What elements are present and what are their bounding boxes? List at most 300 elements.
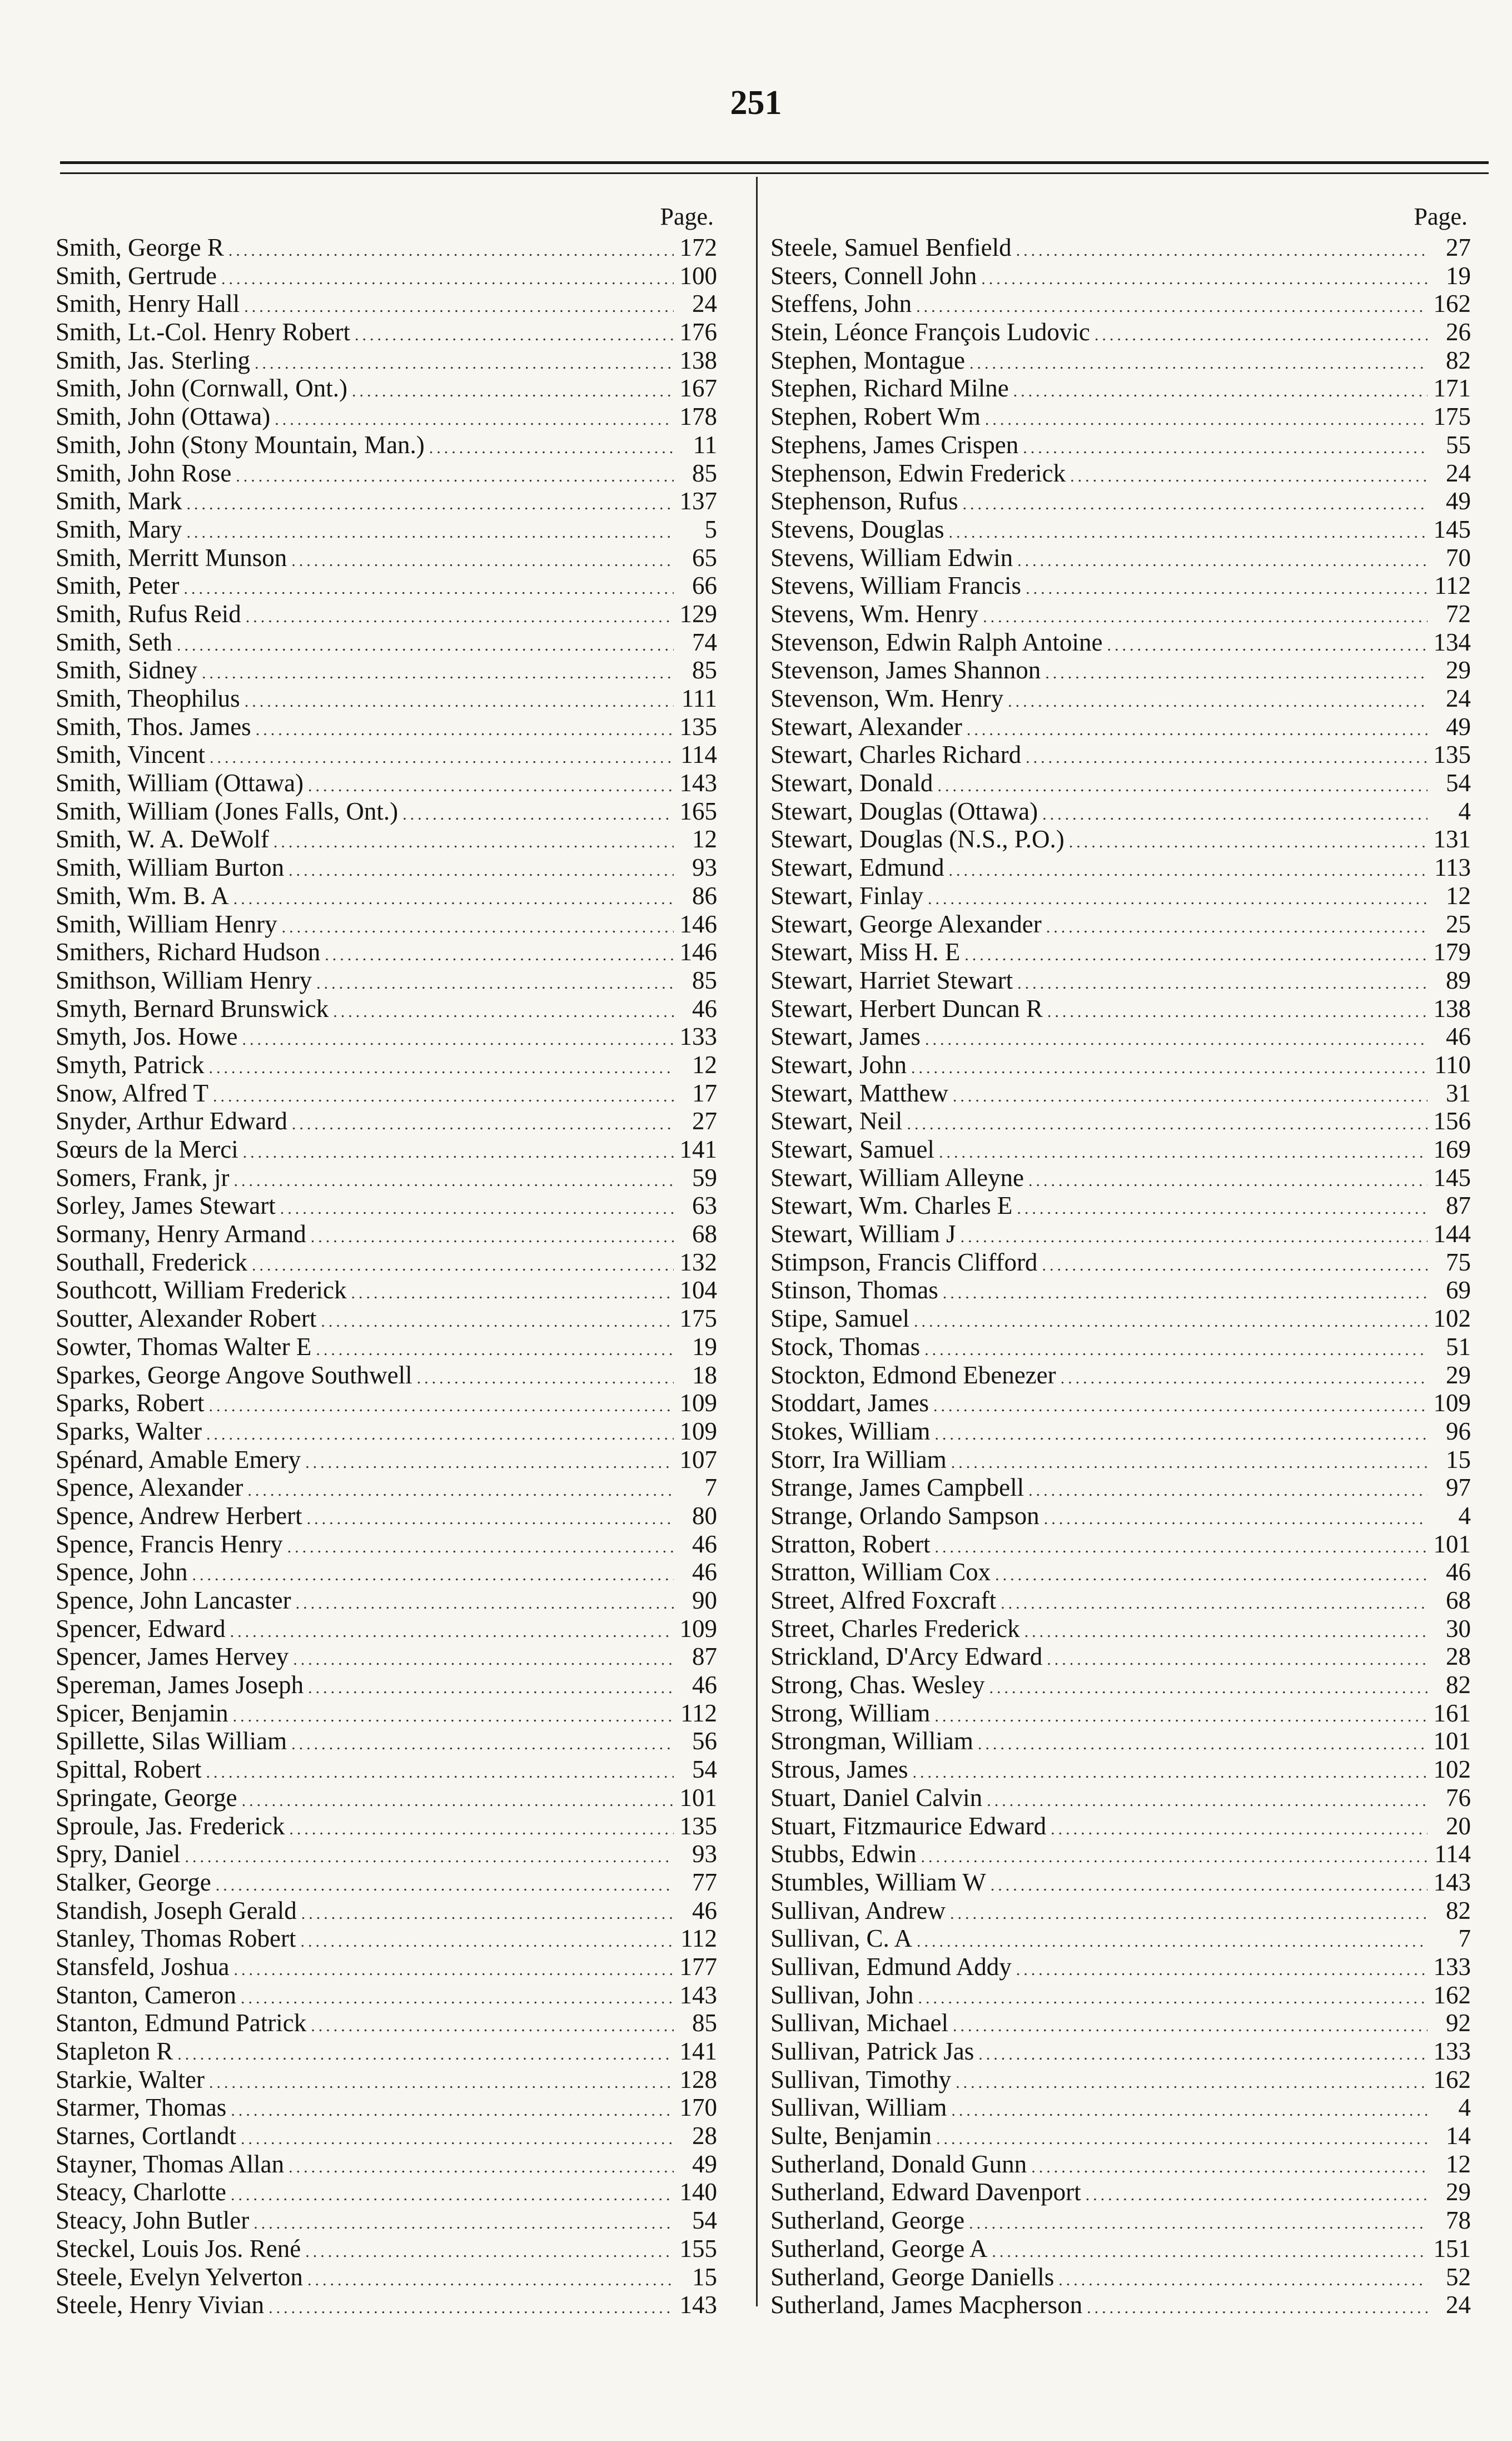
entry-page-number: 25	[1446, 910, 1471, 938]
entry-name: Stevens, Douglas	[770, 515, 944, 543]
entry-page-number: 178	[679, 403, 717, 431]
index-entry	[56, 854, 717, 882]
entry-page-number: 109	[679, 1389, 717, 1417]
entry-page-number: 138	[679, 346, 717, 374]
index-entry	[770, 262, 1471, 290]
index-entry	[770, 910, 1471, 939]
index-entry	[56, 1333, 717, 1361]
entry-page-number: 138	[1433, 994, 1471, 1023]
entry-page-number: 56	[692, 1727, 717, 1755]
entry-page-number: 92	[1446, 2009, 1471, 2037]
entry-name: Stimpson, Francis Clifford	[770, 1248, 1038, 1276]
index-entry	[56, 262, 717, 290]
entry-name: Smith, Seth	[56, 628, 173, 656]
entry-page-number: 7	[704, 1473, 717, 1502]
dot-leader	[247, 1477, 674, 1505]
page-number: 251	[730, 84, 782, 122]
entry-name: Smyth, Jos. Howe	[56, 1023, 238, 1051]
entry-name: Strongman, William	[770, 1727, 973, 1755]
entry-page-number: 141	[679, 1135, 717, 1163]
dot-leader	[1058, 2266, 1428, 2295]
dot-leader	[1047, 1646, 1428, 1674]
entry-name: Sparkes, George Angove Southwell	[56, 1361, 412, 1389]
index-entry	[770, 487, 1471, 515]
entry-page-number: 7	[1458, 1924, 1471, 1953]
entry-page-number: 101	[1433, 1530, 1471, 1558]
dot-leader	[213, 1083, 674, 1111]
dot-leader	[300, 1928, 674, 1956]
entry-name: Smith, Gertrude	[56, 261, 217, 290]
index-entry	[56, 318, 717, 346]
entry-name: Stewart, Miss H. E	[770, 938, 961, 966]
dot-leader	[275, 406, 674, 434]
index-entry	[56, 403, 717, 431]
dot-leader	[991, 1872, 1428, 1900]
entry-page-number: 49	[692, 2150, 717, 2178]
entry-page-number: 177	[679, 1952, 717, 1981]
index-entry	[56, 966, 717, 995]
entry-name: Stuart, Fitzmaurice Edward	[770, 1812, 1047, 1840]
index-entry	[56, 1558, 717, 1586]
index-entry	[770, 854, 1471, 882]
entry-page-number: 107	[679, 1445, 717, 1473]
entry-name: Steele, Samuel Benfield	[770, 234, 1012, 261]
column-divider	[756, 177, 758, 2306]
entry-name: Stalker, George	[56, 1868, 211, 1896]
dot-leader	[273, 828, 674, 857]
dot-leader	[333, 998, 674, 1026]
entry-name: Stumbles, William W	[770, 1868, 986, 1896]
dot-leader	[316, 970, 674, 998]
index-entry	[770, 431, 1471, 459]
index-entry	[56, 1671, 717, 1699]
entry-page-number: 46	[692, 1671, 717, 1699]
entry-page-number: 68	[692, 1220, 717, 1248]
index-entry	[770, 2066, 1471, 2094]
entry-name: Stephen, Robert Wm	[770, 403, 981, 431]
entry-name: Smithson, William Henry	[56, 966, 312, 994]
dot-leader	[911, 1054, 1428, 1083]
entry-page-number: 137	[679, 487, 717, 515]
entry-page-number: 76	[1446, 1783, 1471, 1812]
dot-leader	[1031, 2154, 1428, 2182]
dot-leader	[307, 2266, 674, 2295]
entry-name: Sullivan, Timothy	[770, 2065, 952, 2093]
entry-page-number: 170	[679, 2093, 717, 2122]
index-entry	[770, 234, 1471, 262]
entry-name: Sorley, James Stewart	[56, 1192, 276, 1220]
index-entry	[56, 1868, 717, 1897]
entry-name: Stewart, Donald	[770, 769, 933, 797]
dot-leader	[1017, 1195, 1428, 1223]
index-entry	[56, 1164, 717, 1192]
index-entry	[770, 1164, 1471, 1192]
entry-page-number: 20	[1446, 1812, 1471, 1840]
index-entry	[770, 1924, 1471, 1953]
dot-leader	[956, 2069, 1428, 2097]
dot-leader	[989, 1674, 1428, 1703]
dot-leader	[289, 2154, 674, 2182]
dot-leader	[1042, 1252, 1428, 1280]
entry-page-number: 63	[692, 1192, 717, 1220]
entry-page-number: 78	[1446, 2206, 1471, 2235]
entry-name: Steckel, Louis Jos. René	[56, 2234, 301, 2263]
index-entry	[770, 1812, 1471, 1840]
entry-name: Soutter, Alexander Robert	[56, 1304, 317, 1333]
index-entry	[56, 2206, 717, 2235]
dot-leader	[301, 1900, 674, 1928]
dot-leader	[918, 1984, 1428, 2013]
entry-name: Strong, William	[770, 1699, 931, 1727]
dot-leader	[969, 2210, 1428, 2238]
dot-leader	[402, 801, 674, 829]
entry-name: Stewart, Edmund	[770, 854, 944, 882]
index-entry	[770, 1840, 1471, 1868]
entry-page-number: 77	[692, 1868, 717, 1896]
dot-leader	[177, 632, 674, 660]
index-entry	[56, 1220, 717, 1248]
index-entry	[770, 741, 1471, 769]
index-entry	[56, 1784, 717, 1812]
entry-name: Spence, John	[56, 1558, 188, 1586]
entry-page-number: 19	[692, 1332, 717, 1361]
dot-leader	[937, 772, 1428, 801]
entry-page-number: 131	[1433, 825, 1471, 854]
entry-name: Steacy, John Butler	[56, 2206, 250, 2235]
dot-leader	[268, 2294, 674, 2323]
index-entry	[56, 1643, 717, 1671]
left-index-list	[56, 234, 717, 2319]
dot-leader	[210, 744, 674, 772]
index-entry	[56, 1727, 717, 1755]
entry-name: Stratton, William Cox	[770, 1558, 991, 1586]
entry-page-number: 31	[1446, 1079, 1471, 1107]
index-entry	[56, 572, 717, 600]
dot-leader	[1095, 321, 1428, 350]
entry-name: Stewart, Matthew	[770, 1079, 948, 1107]
dot-leader	[351, 1279, 674, 1308]
entry-page-number: 114	[1434, 1840, 1471, 1868]
entry-page-number: 15	[692, 2263, 717, 2291]
index-entry	[56, 1840, 717, 1868]
dot-leader	[1001, 1590, 1428, 1618]
entry-name: Stewart, Wm. Charles E	[770, 1192, 1013, 1220]
entry-name: Smith, Peter	[56, 572, 180, 600]
entry-page-number: 176	[679, 318, 717, 346]
left-column	[56, 200, 717, 2319]
entry-name: Smith, William (Jones Falls, Ont.)	[56, 797, 399, 825]
entry-name: Stewart, Samuel	[770, 1135, 934, 1163]
entry-page-number: 51	[1446, 1332, 1471, 1361]
entry-page-number: 162	[1433, 1981, 1471, 2009]
index-entry	[56, 1389, 717, 1417]
entry-page-number: 75	[1446, 1248, 1471, 1276]
dot-leader	[1069, 828, 1428, 857]
dot-leader	[951, 2097, 1428, 2125]
entry-name: Spence, Andrew Herbert	[56, 1501, 302, 1530]
index-entry	[770, 544, 1471, 572]
entry-name: Smith, Thos. James	[56, 712, 251, 741]
dot-leader	[1008, 688, 1428, 716]
dot-leader	[913, 1759, 1428, 1787]
index-entry	[56, 628, 717, 657]
entry-name: Stuart, Daniel Calvin	[770, 1783, 983, 1812]
entry-name: Smith, Mark	[56, 487, 182, 515]
entry-page-number: 141	[679, 2037, 717, 2065]
entry-name: Spicer, Benjamin	[56, 1699, 228, 1727]
entry-name: Sparks, Robert	[56, 1389, 205, 1417]
entry-name: Stipe, Samuel	[770, 1304, 909, 1333]
entry-page-number: 134	[1433, 628, 1471, 656]
dot-leader	[245, 688, 674, 716]
dot-leader	[305, 2238, 674, 2266]
entry-name: Standish, Joseph Gerald	[56, 1896, 297, 1924]
entry-name: Stewart, Finlay	[770, 881, 923, 910]
index-entry	[56, 374, 717, 403]
entry-name: Stapleton R	[56, 2037, 173, 2065]
index-entry	[770, 1897, 1471, 1925]
entry-name: Sutherland, George A	[770, 2234, 988, 2263]
dot-leader	[233, 1703, 674, 1731]
entry-page-number: 144	[1433, 1220, 1471, 1248]
entry-name: Spénard, Amable Emery	[56, 1445, 301, 1473]
entry-name: Smithers, Richard Hudson	[56, 938, 321, 966]
dot-leader	[951, 1449, 1428, 1477]
entry-name: Spereman, James Joseph	[56, 1671, 304, 1699]
entry-page-number: 175	[1433, 403, 1471, 431]
entry-page-number: 87	[692, 1643, 717, 1671]
index-entry	[56, 797, 717, 826]
index-entry	[770, 374, 1471, 403]
index-entry	[770, 2009, 1471, 2037]
dot-leader	[352, 378, 674, 406]
entry-name: Southall, Frederick	[56, 1248, 247, 1276]
entry-page-number: 69	[1446, 1276, 1471, 1304]
entry-name: Stevenson, James Shannon	[770, 656, 1041, 684]
index-entry	[56, 1530, 717, 1559]
entry-name: Stockton, Edmond Ebenezer	[770, 1361, 1056, 1389]
header-rule-thin	[60, 172, 1489, 174]
entry-page-number: 18	[692, 1361, 717, 1389]
entry-name: Stewart, Neil	[770, 1107, 903, 1135]
dot-leader	[305, 1449, 674, 1477]
dot-leader	[202, 659, 674, 688]
dot-leader	[978, 2041, 1428, 2069]
entry-page-number: 28	[1446, 1643, 1471, 1671]
dot-leader	[967, 716, 1428, 745]
dot-leader	[1028, 1477, 1428, 1505]
index-entry	[770, 1558, 1471, 1586]
entry-page-number: 82	[1446, 1671, 1471, 1699]
dot-leader	[1026, 744, 1428, 772]
entry-page-number: 102	[1433, 1755, 1471, 1784]
index-entry	[770, 515, 1471, 544]
dot-leader	[233, 885, 674, 914]
entry-page-number: 93	[692, 1840, 717, 1868]
dot-leader	[943, 1279, 1428, 1308]
entry-page-number: 143	[679, 2291, 717, 2319]
dot-leader	[241, 1984, 674, 2013]
dot-leader	[934, 1703, 1428, 1731]
dot-leader	[291, 1730, 674, 1759]
entry-page-number: 27	[692, 1107, 717, 1135]
entry-name: Sullivan, John	[770, 1981, 914, 2009]
entry-page-number: 162	[1433, 2065, 1471, 2093]
entry-page-number: 12	[1446, 881, 1471, 910]
dot-leader	[961, 1223, 1428, 1252]
dot-leader	[307, 1505, 674, 1534]
dot-leader	[1016, 237, 1428, 265]
entry-name: Sulte, Benjamin	[770, 2122, 932, 2150]
entry-page-number: 14	[1446, 2122, 1471, 2150]
entry-name: Stephenson, Edwin Frederick	[770, 459, 1066, 487]
entry-name: Smith, Jas. Sterling	[56, 346, 251, 374]
entry-name: Smith, Merritt Munson	[56, 543, 287, 572]
entry-name: Springate, George	[56, 1783, 237, 1812]
dot-leader	[289, 1815, 674, 1844]
entry-page-number: 4	[1458, 1501, 1471, 1530]
entry-page-number: 80	[692, 1501, 717, 1530]
entry-page-number: 143	[1433, 1868, 1471, 1896]
dot-leader	[983, 603, 1428, 632]
entry-name: Strickland, D'Arcy Edward	[770, 1643, 1043, 1671]
dot-leader	[316, 1336, 674, 1365]
entry-page-number: 146	[679, 910, 717, 938]
index-entry	[56, 2009, 717, 2037]
index-entry	[56, 2235, 717, 2263]
dot-leader	[280, 1195, 674, 1223]
entry-page-number: 169	[1433, 1135, 1471, 1163]
dot-leader	[948, 857, 1428, 885]
entry-page-number: 135	[679, 712, 717, 741]
index-entry	[56, 2093, 717, 2122]
dot-leader	[206, 1421, 674, 1449]
index-entry	[56, 2178, 717, 2206]
entry-name: Stewart, John	[770, 1050, 907, 1079]
entry-name: Sullivan, Edmund Addy	[770, 1952, 1012, 1981]
entry-name: Sutherland, George	[770, 2206, 965, 2235]
index-entry	[770, 628, 1471, 657]
index-entry	[56, 1755, 717, 1784]
dot-leader	[953, 2012, 1428, 2041]
entry-page-number: 68	[1446, 1586, 1471, 1614]
dot-leader	[948, 519, 1428, 547]
dot-leader	[236, 463, 674, 491]
entry-page-number: 133	[1433, 2037, 1471, 2065]
entry-page-number: 46	[692, 1530, 717, 1558]
entry-page-number: 109	[679, 1614, 717, 1643]
entry-name: Sullivan, C. A	[770, 1924, 913, 1953]
dot-leader	[1042, 801, 1428, 829]
entry-page-number: 49	[1446, 712, 1471, 741]
entry-name: Stewart, George Alexander	[770, 910, 1042, 938]
index-entry	[770, 684, 1471, 713]
entry-page-number: 110	[1434, 1050, 1471, 1079]
entry-name: Spencer, James Hervey	[56, 1643, 289, 1671]
index-entry	[770, 1615, 1471, 1643]
entry-page-number: 113	[1434, 854, 1471, 882]
index-entry	[770, 769, 1471, 797]
index-entry	[56, 544, 717, 572]
dot-leader	[233, 1956, 674, 1984]
entry-name: Smith, William Burton	[56, 854, 285, 882]
entry-page-number: 72	[1446, 599, 1471, 628]
entry-name: Stein, Léonce François Ludovic	[770, 318, 1090, 346]
index-entry	[770, 1586, 1471, 1615]
entry-name: Stinson, Thomas	[770, 1276, 938, 1304]
index-entry	[56, 1953, 717, 1981]
index-entry	[770, 2263, 1471, 2291]
entry-name: Starnes, Cortlandt	[56, 2122, 236, 2150]
index-entry	[770, 2206, 1471, 2235]
index-entry	[770, 1502, 1471, 1530]
entry-name: Stephen, Montague	[770, 346, 965, 374]
entry-page-number: 104	[679, 1276, 717, 1304]
index-entry	[770, 1868, 1471, 1897]
entry-name: Smyth, Patrick	[56, 1050, 205, 1079]
index-entry	[770, 318, 1471, 346]
dot-leader	[246, 603, 674, 632]
entry-name: Southcott, William Frederick	[56, 1276, 347, 1304]
entry-page-number: 102	[1433, 1304, 1471, 1333]
entry-page-number: 112	[1434, 572, 1471, 600]
entry-page-number: 27	[1446, 234, 1471, 261]
entry-name: Sullivan, Andrew	[770, 1896, 946, 1924]
index-entry	[56, 2037, 717, 2066]
dot-leader	[311, 1223, 674, 1252]
index-entry	[56, 1446, 717, 1474]
index-entry	[770, 1643, 1471, 1671]
entry-name: Sullivan, William	[770, 2093, 947, 2122]
dot-leader	[1017, 970, 1428, 998]
dot-leader	[287, 1534, 674, 1562]
dot-leader	[185, 1843, 674, 1872]
dot-leader	[243, 1139, 674, 1167]
index-entry	[770, 1361, 1471, 1390]
entry-page-number: 135	[679, 1812, 717, 1840]
entry-name: Sœurs de la Merci	[56, 1135, 238, 1163]
entry-name: Stokes, William	[770, 1417, 931, 1445]
entry-page-number: 90	[692, 1586, 717, 1614]
entry-page-number: 97	[1446, 1473, 1471, 1502]
entry-page-number: 54	[692, 1755, 717, 1784]
entry-name: Sowter, Thomas Walter E	[56, 1332, 312, 1361]
index-entry	[770, 1389, 1471, 1417]
entry-name: Sparks, Walter	[56, 1417, 202, 1445]
entry-page-number: 86	[692, 881, 717, 910]
index-entry	[56, 1304, 717, 1333]
entry-page-number: 128	[679, 2065, 717, 2093]
entry-page-number: 101	[1433, 1727, 1471, 1755]
index-entry	[56, 1361, 717, 1390]
dot-leader	[1028, 1167, 1428, 1195]
dot-leader	[950, 1900, 1428, 1928]
dot-leader	[253, 2210, 674, 2238]
entry-page-number: 143	[679, 769, 717, 797]
entry-name: Stephen, Richard Milne	[770, 374, 1009, 403]
entry-page-number: 93	[692, 854, 717, 882]
entry-name: Steffens, John	[770, 290, 912, 318]
dot-leader	[209, 1054, 674, 1083]
entry-page-number: 46	[692, 1558, 717, 1586]
index-entry	[770, 2122, 1471, 2150]
entry-name: Stevenson, Wm. Henry	[770, 684, 1004, 712]
dot-leader	[242, 1026, 674, 1054]
entry-name: Smith, W. A. DeWolf	[56, 825, 269, 854]
entry-name: Stock, Thomas	[770, 1332, 921, 1361]
dot-leader	[296, 1590, 674, 1618]
entry-name: Sutherland, George Daniells	[770, 2263, 1055, 2291]
